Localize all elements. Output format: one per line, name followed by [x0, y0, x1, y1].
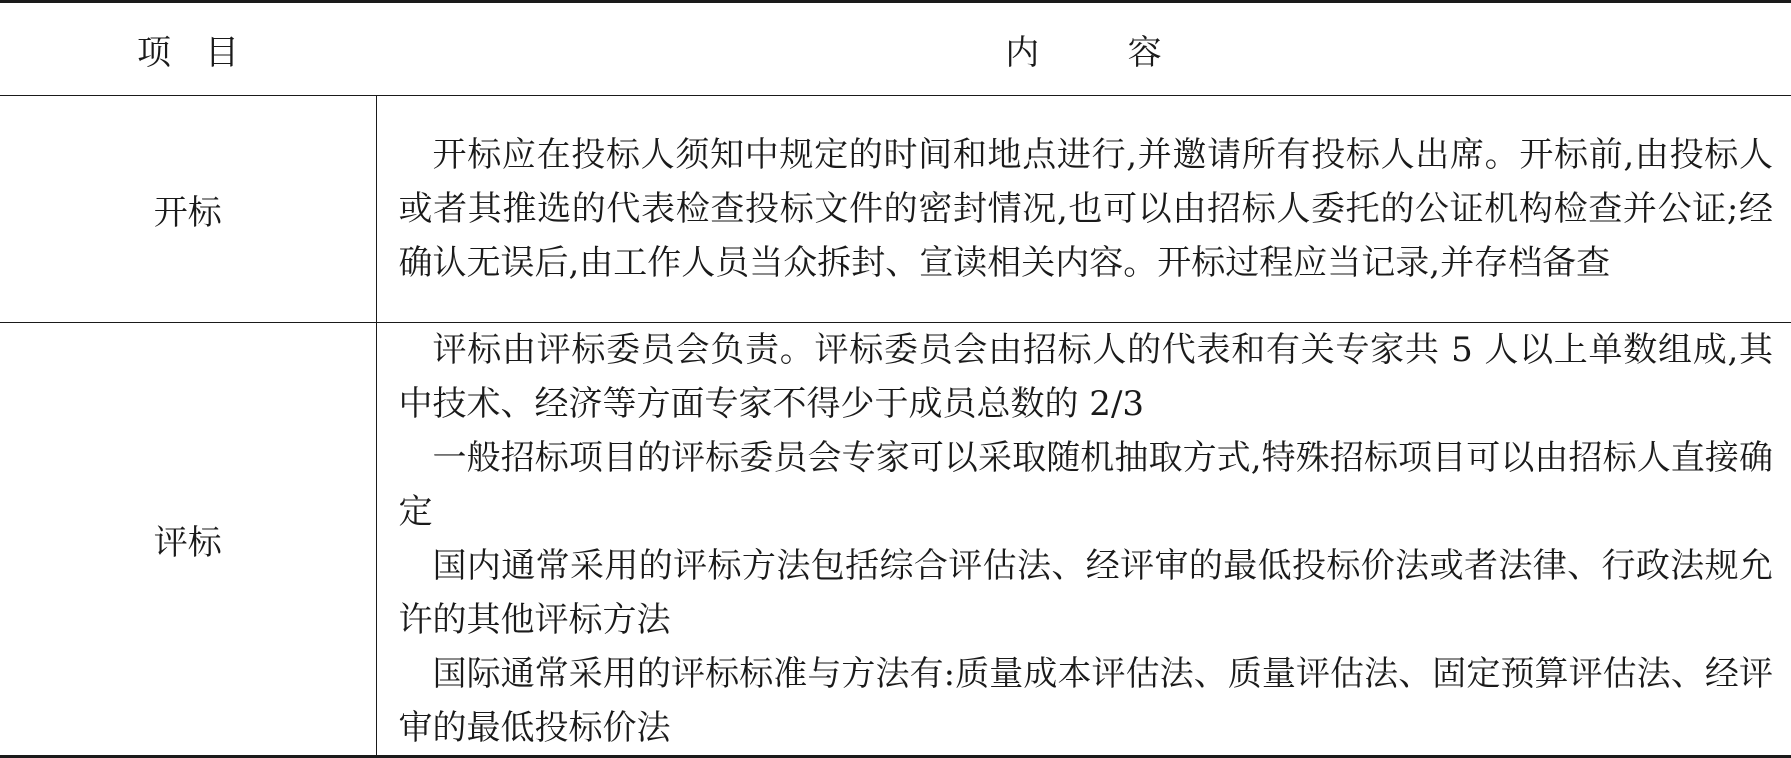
- content-paragraph: 国际通常采用的评标标准与方法有:质量成本评估法、质量评估法、固定预算评估法、经评审的最低投标价法: [398, 654, 1773, 748]
- header-content: 内容: [376, 2, 1791, 96]
- table-row-bid-evaluation: [0, 323, 1791, 757]
- content-paragraph: 国内通常采用的评标方法包括综合评估法、经评审的最低投标价法或者法律、行政法规允许的其他评标方法: [398, 546, 1773, 640]
- row-content: [376, 323, 1791, 757]
- content-paragraph: 开标应在投标人须知中规定的时间和地点进行,并邀请所有投标人出席。开标前,由投标人或者其推选的代表检查投标文件的密封情况,也可以由招标人委托的公证机构检查并公证;经确认无误后,由工作人员当众拆封、宣读相关内容。开标过程应当记录,并存档备查: [398, 135, 1773, 283]
- row-item-label: 评标: [0, 323, 376, 757]
- content-paragraph: 一般招标项目的评标委员会专家可以采取随机抽取方式,特殊招标项目可以由招标人直接确定: [398, 438, 1773, 532]
- table-row-bid-opening: [0, 96, 1791, 323]
- row-item-label: 开标: [0, 96, 376, 323]
- table-header-row: [0, 2, 1791, 96]
- row-content: [376, 96, 1791, 323]
- content-paragraph: 评标由评标委员会负责。评标委员会由招标人的代表和有关专家共 5 人以上单数组成,其中技术、经济等方面专家不得少于成员总数的 2/3: [398, 330, 1773, 424]
- header-item: 项目: [0, 2, 376, 96]
